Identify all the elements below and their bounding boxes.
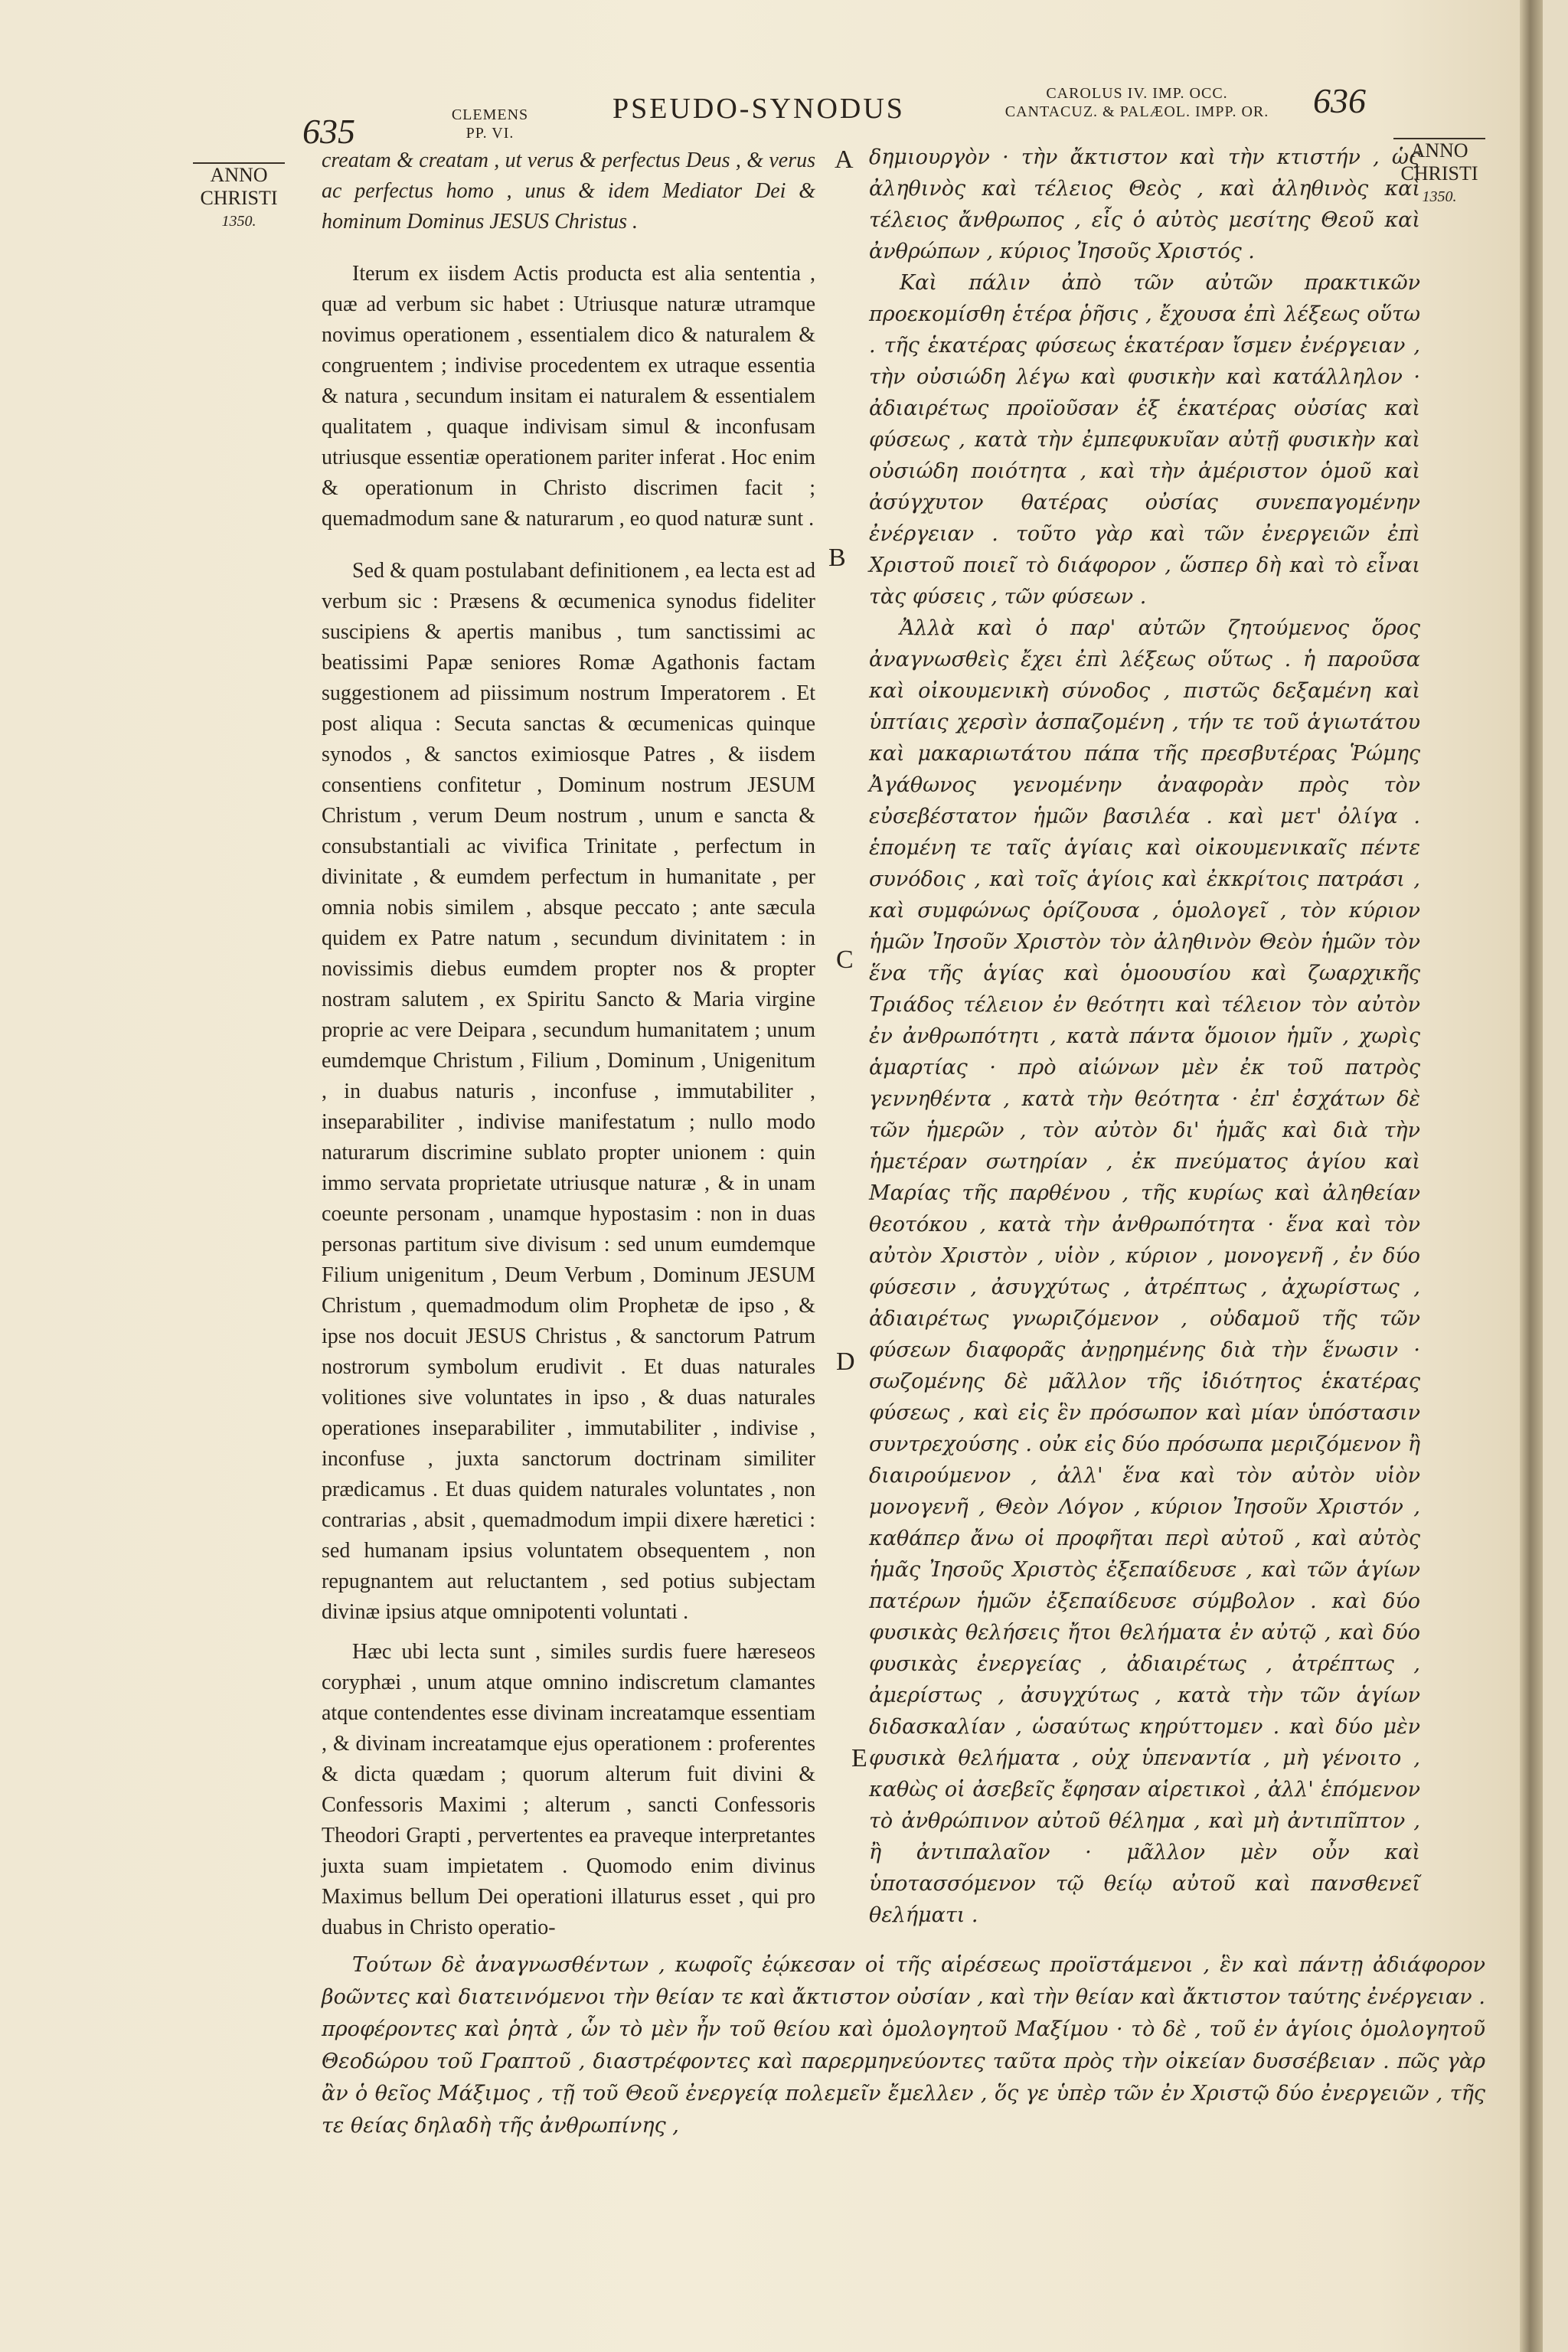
margin-letter-d: D [836, 1348, 855, 1376]
greek-full-width-paragraph [322, 1949, 1485, 2142]
anno-label: CHRISTI [1400, 162, 1478, 185]
latin-paragraph: Hæc ubi lecta sunt , similes surdis fuere hæreseos coryphæi , unum atque omnino indiscretum clamantes atque contendentes esse divinam increatamque essentiam , & divinam increatamque ejus operationem : proferentes & dicta quædam ; quorum alterum fuit divini & Confessoris Maximi ; alterum , sancti Confessoris Theodori Grapti , pervertentes ea praveque interpretantes juxta suam impietatem . Quomodo enim divinus Maximus bellum Dei operationi illaturus esset , qui pro duabus in Christo operatio- [322, 1640, 815, 1939]
anno-label: ANNO [210, 164, 268, 186]
running-head-right-line: CANTACUZ. & PALÆOL. IMPP. OR. [1004, 103, 1269, 120]
page-number-right: 636 [1313, 81, 1366, 120]
greek-column [869, 142, 1420, 1931]
running-head-right-line: CAROLUS IV. IMP. OCC. [1046, 85, 1228, 102]
page-number-left: 635 [302, 112, 355, 151]
running-head-left-line: PP. VI. [466, 125, 514, 142]
latin-paragraph: creatam & creatam , ut verus & perfectus Deus , & verus ac perfectus homo , unus & idem Mediator Dei & hominum Dominus JESUS Christus . [322, 149, 815, 234]
running-head-right [961, 84, 1313, 121]
facing-page-edge [1543, 0, 1568, 2352]
anno-year: 1350. [221, 213, 256, 230]
latin-column [322, 145, 815, 1952]
greek-paragraph: Καὶ πάλιν ἀπὸ τῶν αὐτῶν πρακτικῶν προεκομίσθη ἑτέρα ῥῆσις , ἔχουσα ἐπὶ λέξεως οὕτω . τῆς ἑκατέρας φύσεως ἑκατέραν ἴσμεν ἐνέργειαν , τὴν οὐσιώδη λέγω καὶ φυσικὴν καὶ κατάλληλον · ἀδιαιρέτως προϊοῦσαν ἐξ ἑκατέρας οὐσίας καὶ φύσεως , κατὰ τὴν ἐμπεφυκυῖαν αὐτῇ φυσικὴν καὶ οὐσιώδη ποιότητα , καὶ τὴν ἀμέριστον ὁμοῦ καὶ ἀσύγχυτον θατέρας οὐσίας συνεπαγομένην ἐνέργειαν . τοῦτο γὰρ καὶ τῶν ἐνεργειῶν ἐπὶ Χριστοῦ ποιεῖ τὸ διάφορον , ὥσπερ δὴ καὶ τὸ εἶναι τὰς φύσεις , τῶν φύσεων . [869, 271, 1420, 609]
anno-label: CHRISTI [200, 187, 278, 209]
margin-anno-left [193, 162, 285, 233]
greek-paragraph: δημιουργὸν · τὴν ἄκτιστον καὶ τὴν κτιστήν , ὡς ἀληθινὸς καὶ τέλειος Θεὸς , καὶ ἀληθινὸς καὶ τέλειος ἄνθρωπος , εἷς ὁ αὐτὸς μεσίτης Θεοῦ καὶ ἀνθρώπων , κύριος Ἰησοῦς Χριστός . [869, 145, 1420, 263]
margin-letter-a: A [835, 145, 854, 174]
anno-year: 1350. [1422, 188, 1457, 205]
latin-paragraph: Sed & quam postulabant definitionem , ea lecta est ad verbum sic : Præsens & œcumenica synodus fideliter suscipiens & apertis manibus , tum sanctissimi ac beatissimi Papæ seniores Romæ Agathonis factam suggestionem ad piissimum nostrum Imperatorem . Et post aliqua : Secuta sanctas & œcumenicas quinque synodos , & sanctos eximiosque Patres , & iisdem consentiens confitetur , Dominum nostrum JESUM Christum , verum Deum nostrum , unum e sancta & consubstantiali ac vivifica Trinitate , perfectum in divinitate , & eumdem perfectum in humanitate , per omnia nobis similem , absque peccato ; ante sæcula quidem ex Patre natum , secundum divinitatem : in novissimis diebus eumdem propter nos & propter nostram salutem , ex Spiritu Sancto & Maria virgine proprie ac vere Deipara , secundum humanitatem ; unum eumdemque Christum , Filium , Dominum , Unigenitum , in duabus naturis , inconfuse , immutabiliter , inseparabiliter , indivise manifestatum ; nullo modo naturarum discrimine sublato propter unionem : quin immo servata proprietate utriusque naturæ , & in unam coeunte personam , unamque hypostasim : non in duas personas partitum sive divisum : sed unum eumdemque Filium unigenitum , Deum Verbum , Dominum JESUM Christum , quemadmodum olim Prophetæ de ipso , & ipse nos docuit JESUS Christus , & sanctorum Patrum nostrorum symbolum erudivit . Et duas naturales volitiones sive voluntates in ipso , & duas naturales operationes inseparabiliter , immutabiliter , indivise , inconfuse , juxta sanctorum doctrinam similiter prædicamus . Et duas quidem naturales voluntates , non contrarias , absit , quemadmodum impii dixere hæretici : sed humanam ipsius voluntatem obsequentem , non repugnantem aut reluctantem , sed potius subjectam divinæ ipsius atque omnipotenti voluntati . [322, 559, 815, 1624]
running-head-left [433, 106, 547, 142]
running-head-left-line: CLEMENS [451, 106, 529, 123]
margin-letter-e: E [851, 1744, 867, 1772]
greek-paragraph: Ἀλλὰ καὶ ὁ παρ' αὐτῶν ζητούμενος ὅρος ἀναγνωσθεὶς ἔχει ἐπὶ λέξεως οὕτως . ἡ παροῦσα καὶ οἰκουμενικὴ σύνοδος , πιστῶς δεξαμένη καὶ ὑπτίαις χερσὶν ἀσπαζομένη , τήν τε τοῦ ἁγιωτάτου καὶ μακαριωτάτου πάπα τῆς πρεσβυτέρας Ῥώμης Ἀγάθωνος γενομένην ἀναφορὰν πρὸς τὸν εὐσεβέστατον ἡμῶν βασιλέα . καὶ μετ' ὀλίγα . ἑπομένη τε ταῖς ἁγίαις καὶ οἰκουμενικαῖς πέντε συνόδοις , καὶ τοῖς ἁγίοις καὶ ἐκκρίτοις πατράσι , καὶ συμφώνως ὁρίζουσα , ὁμολογεῖ , τὸν κύριον ἡμῶν Ἰησοῦν Χριστὸν τὸν ἀληθινὸν Θεὸν ἡμῶν τὸν ἕνα τῆς ἁγίας καὶ ὁμοουσίου καὶ ζωαρχικῆς Τριάδος τέλειον ἐν θεότητι καὶ τέλειον τὸν αὐτὸν ἐν ἀνθρωπότητι , κατὰ πάντα ὅμοιον ἡμῖν , χωρὶς ἁμαρτίας · πρὸ αἰώνων μὲν ἐκ τοῦ πατρὸς γεννηθέντα , κατὰ τὴν θεότητα · ἐπ' ἐσχάτων δὲ τῶν ἡμερῶν , τὸν αὐτὸν δι' ἡμᾶς καὶ διὰ τὴν ἡμετέραν σωτηρίαν , ἐκ πνεύματος ἁγίου καὶ Μαρίας τῆς παρθένου , τῆς κυρίως καὶ ἀληθείαν θεοτόκου , κατὰ τὴν ἀνθρωπότητα · ἕνα καὶ τὸν αὐτὸν Χριστὸν , υἱὸν , κύριον , μονογενῆ , ἐν δύο φύσεσιν , ἀσυγχύτως , ἀτρέπτως , ἀχωρίστως , ἀδιαιρέτως γνωριζόμενον , οὐδαμοῦ τῆς τῶν φύσεων διαφορᾶς ἀνῃρημένης διὰ τὴν ἕνωσιν · σωζομένης δὲ μᾶλλον τῆς ἰδιότητος ἑκατέρας φύσεως , καὶ εἰς ἓν πρόσωπον καὶ μίαν ὑπόστασιν συντρεχούσης . οὐκ εἰς δύο πρόσωπα μεριζόμενον ἢ διαιρούμενον , ἀλλ' ἕνα καὶ τὸν αὐτὸν υἱὸν μονογενῆ , Θεὸν Λόγον , κύριον Ἰησοῦν Χριστόν , καθάπερ ἄνω οἱ προφῆται περὶ αὐτοῦ , καὶ αὐτὸς ἡμᾶς Ἰησοῦς Χριστὸς ἐξεπαίδευσε , καὶ τῶν ἁγίων πατέρων ἡμῶν ἐξεπαίδευσε σύμβολον . καὶ δύο φυσικὰς θελήσεις ἤτοι θελήματα ἐν αὐτῷ , καὶ δύο φυσικὰς ἐνεργείας , ἀδιαιρέτως , ἀτρέπτως , ἀμερίστως , ἀσυγχύτως , κατὰ τὴν τῶν ἁγίων διδασκαλίαν , ὡσαύτως κηρύττομεν . καὶ δύο μὲν φυσικὰ θελήματα , οὐχ ὑπεναντία , μὴ γένοιτο , καθὼς οἱ ἀσεβεῖς ἔφησαν αἱρετικοὶ , ἀλλ' ἑπόμενον τὸ ἀνθρώπινον αὐτοῦ θέλημα , καὶ μὴ ἀντιπῖπτον , ἢ ἀντιπαλαῖον · μᾶλλον μὲν οὖν καὶ ὑποτασσόμενον τῷ θείῳ αὐτοῦ καὶ πανσθενεῖ θελήματι . [869, 616, 1420, 1927]
latin-paragraph: Iterum ex iisdem Actis producta est alia sententia , quæ ad verbum sic habet : Utriusque naturæ utramque novimus operationem , essentialem dico & naturalem & congruentem ; indivise procedentem ex utraque essentia & natura , secundum insitam ei naturalem & essentialem qualitatem , quaque indivisam simul & inconfusam utriusque essentiæ operationem pariter inferat . Hoc enim & operationum in Christo discrimen facit ; quemadmodum sane & naturarum , eo quod naturæ sunt . [322, 262, 815, 531]
book-gutter [1520, 0, 1543, 2352]
anno-label: ANNO [1410, 139, 1468, 162]
margin-letter-b: B [828, 544, 846, 572]
margin-letter-c: C [836, 946, 854, 974]
greek-full-text: Τούτων δὲ ἀναγνωσθέντων , κωφοῖς ἐῴκεσαν οἱ τῆς αἱρέσεως προϊστάμενοι , ἓν καὶ πάντῃ ἀδιάφορον βοῶντες καὶ διατεινόμενοι τὴν θείαν τε καὶ ἄκτιστον οὐσίαν , καὶ τὴν θείαν καὶ ἄκτιστον ταύτης ἐνέργειαν . προφέροντες καὶ ῥητὰ , ὧν τὸ μὲν ἦν τοῦ θείου καὶ ὁμολογητοῦ Μαξίμου · τὸ δὲ , τοῦ ἐν ἁγίοις ὁμολογητοῦ Θεοδώρου τοῦ Γραπτοῦ , διαστρέφοντες καὶ παρερμηνεύοντες ταῦτα πρὸς τὴν οἰκείαν δυσσέβειαν . πῶς γὰρ ἂν ὁ θεῖος Μάξιμος , τῇ τοῦ Θεοῦ ἐνεργείᾳ πολεμεῖν ἔμελλεν , ὅς γε ὑπὲρ τῶν ἐν Χριστῷ δύο ἐνεργειῶν , τῆς τε θείας δηλαδὴ τῆς ἀνθρωπίνης , [322, 1953, 1485, 2138]
page-title: PSEUDO-SYNODUS [612, 93, 905, 125]
